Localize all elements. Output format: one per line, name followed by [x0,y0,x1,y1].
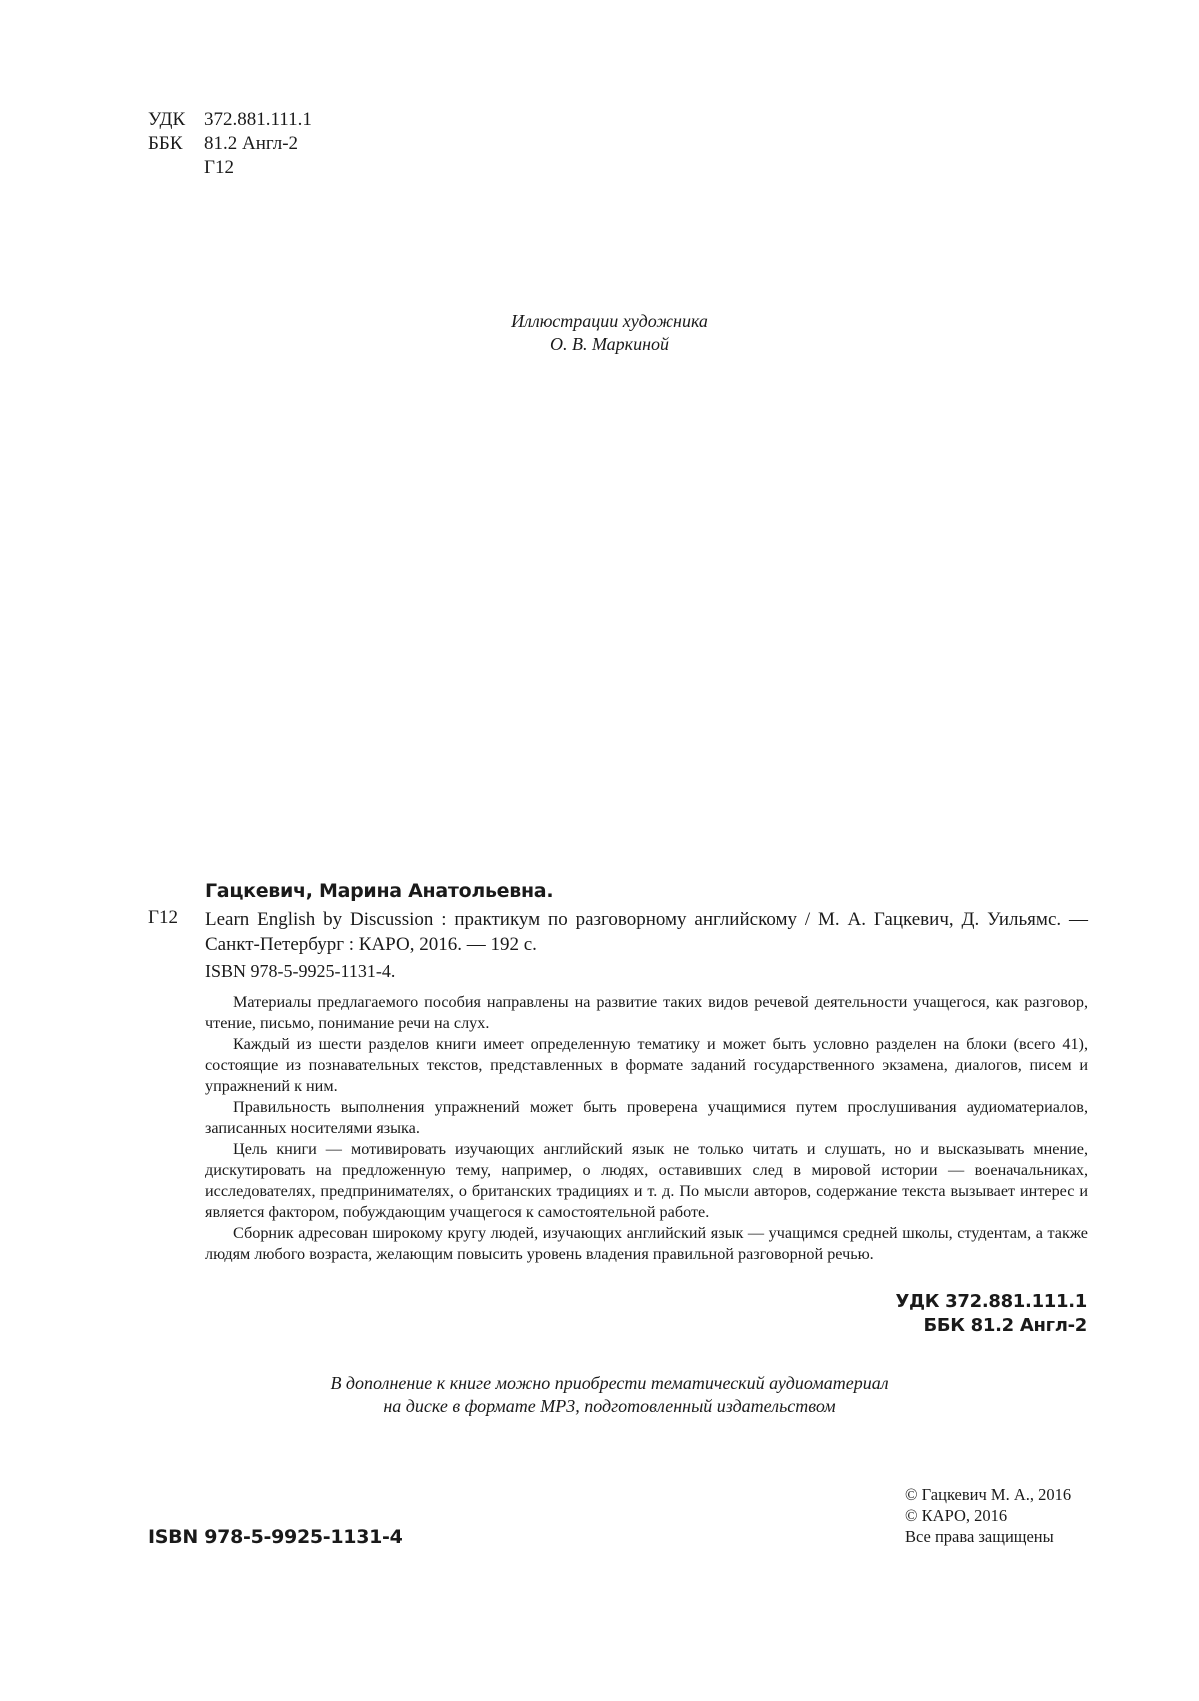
isbn-bottom: ISBN 978-5-9925-1131-4 [148,1526,403,1548]
udk-row [148,108,312,132]
illustrator-line-1: Иллюстрации художника [511,311,708,331]
bbk-label: ББК [148,133,183,154]
copyright-line-1: © Гацкевич М. А., 2016 [905,1485,1072,1504]
author-mark-row [148,156,234,180]
isbn-line: ISBN 978-5-9925-1131-4. [205,961,396,981]
copyright-line-2: © КАРО, 2016 [905,1506,1008,1525]
author-name: Гацкевич, Марина Анатольевна. [205,880,554,902]
illustrator-line-2: О. В. Маркиной [549,334,670,354]
udk-label: УДК [148,109,186,130]
bibliographic-description [205,907,1088,957]
annotation-paragraph: Каждый из шести разделов книги имеет определенную тематику и может быть условно разделен на блоки (всего 41), состоящие из познавательных текстов, представленных в формате заданий государственного экзамена, диалогов, писем и упражнений к ним. [205,1035,1088,1095]
addon-line-2: на диске в формате MP3, подготовленный издательством [383,1396,836,1416]
annotation-paragraph: Сборник адресован широкому кругу людей, изучающих английский язык — учащимся средней школы, студентам, а также людям любого возраста, желающим повысить уровень владения правильной разговорной речью. [205,1224,1088,1263]
author-mark-bib: Г12 [148,907,178,928]
illustrator-credit [0,310,1199,356]
copyright-line-3: Все права защищены [905,1527,1054,1546]
bbk-row [148,132,298,156]
annotation-paragraph: Материалы предлагаемого пособия направлены на развитие таких видов речевой деятельности учащегося, как разговор, чтение, письмо, понимание речи на слух. [205,993,1088,1032]
annotation [205,992,1088,1265]
annotation-paragraph: Правильность выполнения упражнений может быть проверена учащимися путем прослушивания аудиоматериалов, записанных носителями языка. [205,1098,1088,1137]
udk-value: 372.881.111.1 [204,109,312,130]
audio-addon-note [0,1372,1199,1418]
publisher-line: Санкт-Петербург : КАРО, 2016. — 192 с. [205,934,537,955]
copyright-block [905,1484,1071,1547]
bottom-codes [895,1290,1087,1338]
addon-line-1: В дополнение к книге можно приобрести тематический аудиоматериал [330,1373,889,1393]
title-line: Learn English by Discussion : практикум по разговорному английскому / М. А. Гацкевич, Д. Уильямс. — [205,909,1088,930]
author-mark-top: Г12 [204,157,234,178]
bbk-bottom: ББК 81.2 Англ-2 [923,1315,1087,1336]
bbk-value: 81.2 Англ-2 [204,133,299,154]
annotation-paragraph: Цель книги — мотивировать изучающих английский язык не только читать и слушать, но и высказывать мнение, дискутировать на предложенную тему, например, о людях, оставивших след в мировой истории — военачальниках, исследователях, предпринимателях, о британских традициях и т. д. По мысли авторов, содержание текста вызывает интерес и является фактором, побуждающим учащегося к самостоятельной работе. [205,1140,1088,1221]
udk-bottom: УДК 372.881.111.1 [895,1291,1087,1312]
